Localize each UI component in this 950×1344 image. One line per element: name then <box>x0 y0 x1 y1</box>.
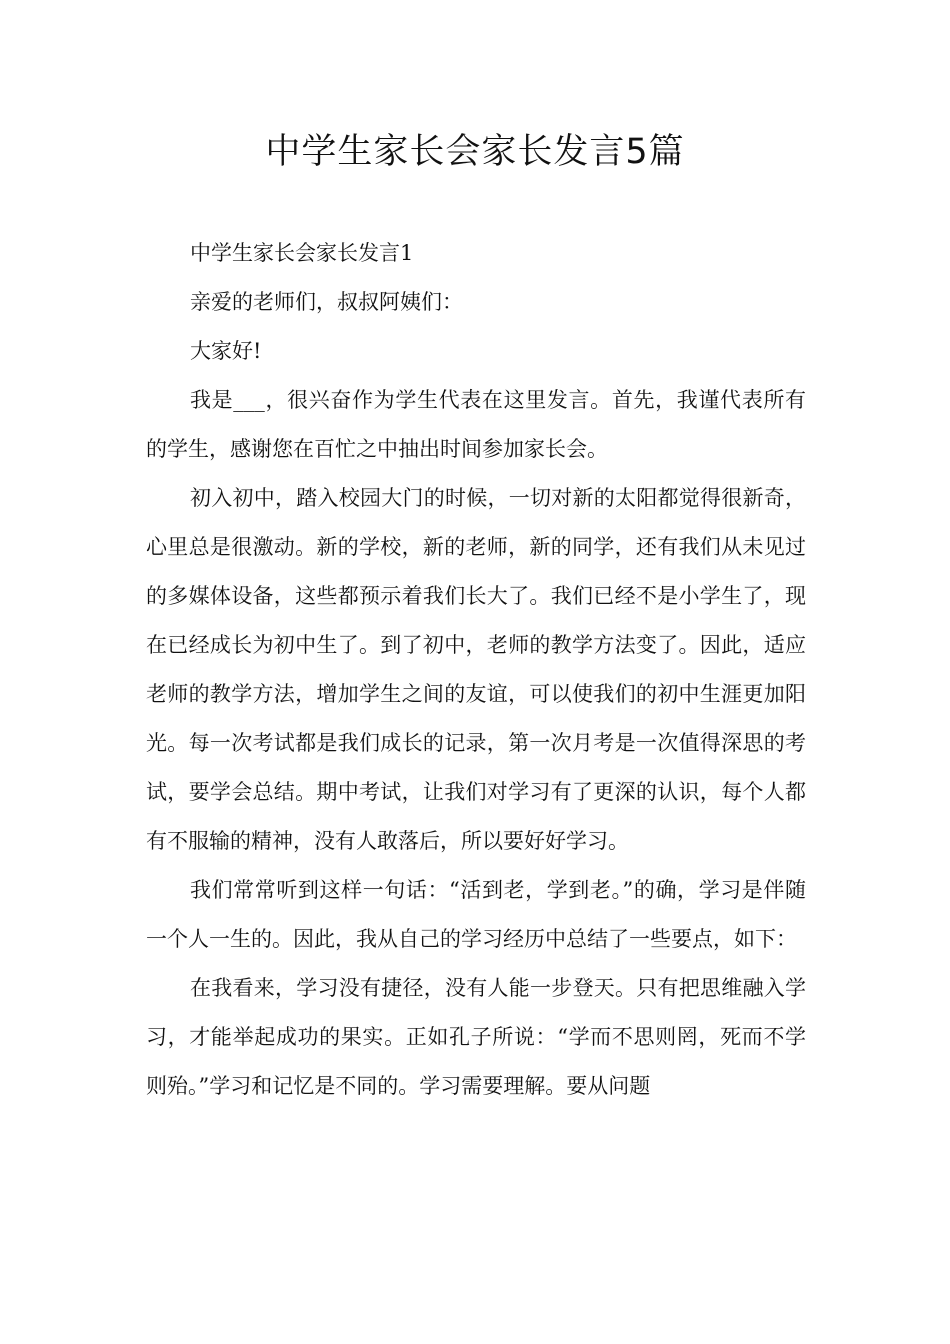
salutation: 亲爱的老师们，叔叔阿姨们： <box>190 290 463 314</box>
paragraph: 我们常常听到这样一句话：“活到老，学到老。”的确，学习是伴随一个人一生的。因此，我从自己的学习经历中总结了一些要点，如下： <box>146 878 806 951</box>
paragraph: 初入初中，踏入校园大门的时候，一切对新的太阳都觉得很新奇，心里总是很激动。新的学校，新的老师，新的同学，还有我们从未见过的多媒体设备，这些都预示着我们长大了。我们已经不是小学生了，现在已经成长为初中生了。到了初中，老师的教学方法变了。因此，适应老师的教学方法，增加学生之间的友谊，可以使我们的初中生涯更加阳光。每一次考试都是我们成长的记录，第一次月考是一次值得深思的考试，要学会总结。期中考试，让我们对学习有了更深的认识，每个人都有不服输的精神，没有人敢落后，所以要好好学习。 <box>146 486 806 853</box>
paragraph: 在我看来，学习没有捷径，没有人能一步登天。只有把思维融入学习，才能举起成功的果实。正如孔子所说：“学而不思则罔，死而不学则殆。”学习和记忆是不同的。学习需要理解。要从问题 <box>146 976 806 1098</box>
document-title: 中学生家长会家长发言5篇 <box>265 132 685 172</box>
paragraph: 我是___，很兴奋作为学生代表在这里发言。首先，我谨代表所有的学生，感谢您在百忙之中抽出时间参加家长会。 <box>146 388 806 461</box>
document-body <box>146 229 806 1111</box>
section-heading: 中学生家长会家长发言1 <box>190 241 414 265</box>
greeting: 大家好! <box>190 339 262 363</box>
